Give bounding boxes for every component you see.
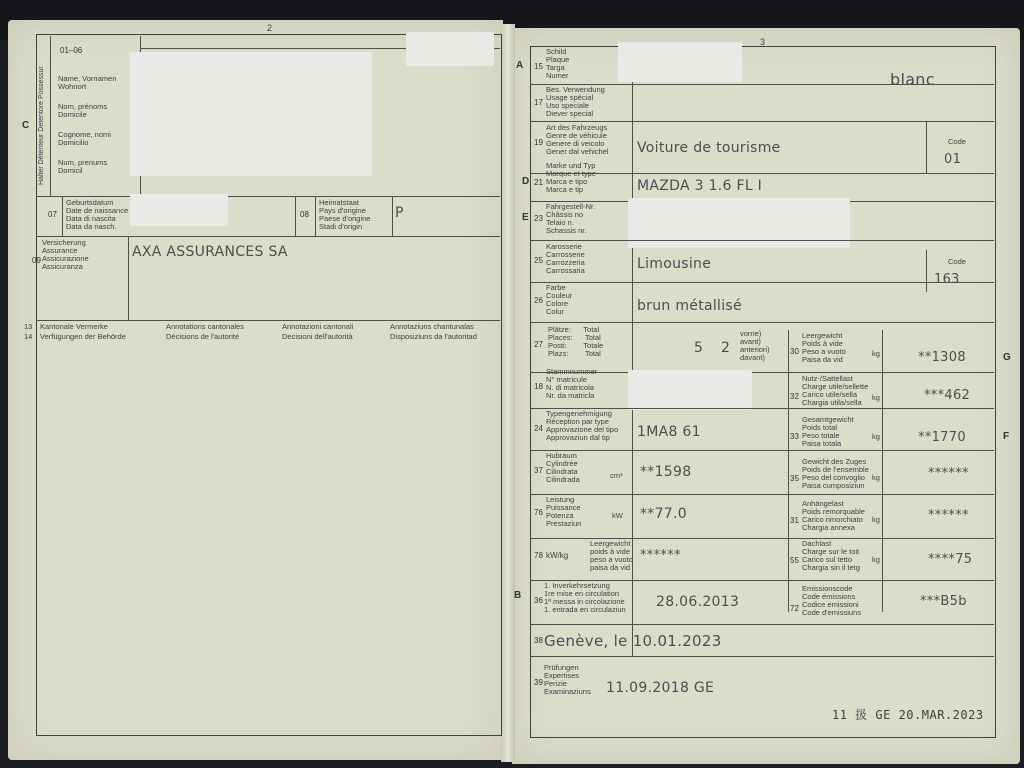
field-78-label: kW/kg: [546, 551, 569, 560]
field-name-label-fr: Nom, prénoms Domicile: [58, 102, 108, 119]
field-18-number: 18: [534, 382, 543, 391]
redacted-birth-date: [130, 194, 228, 226]
field-name-label-it: Cognome, nomi Domicilio: [58, 130, 111, 147]
side-letter-d: D: [522, 176, 530, 187]
field-76-value: **77.0: [640, 506, 687, 522]
field-78-number: 78: [534, 551, 543, 560]
field-78-label2: Leergewicht poids à vide peso a vuoto paisa da vid: [590, 539, 633, 572]
field-76-unit: kW: [612, 511, 623, 520]
field-37-unit: cm³: [610, 471, 623, 480]
field-13-label-rm: Annotaziuns chantunalas: [390, 322, 474, 331]
field-14-label-rm: Disposiziuns da l'autoritad: [390, 332, 477, 341]
field-09-number: 09: [32, 256, 41, 265]
field-35-value: ******: [928, 466, 969, 481]
redacted-header-block: [406, 32, 494, 66]
registration-stamp: 11 扱 GE 20.MAR.2023: [832, 708, 984, 722]
field-17-label: Bes. Verwendung Usage spécial Uso speciale Diever special: [546, 85, 605, 118]
holder-vertical-label: Halter Détenteur Detentore Possessur: [38, 66, 45, 185]
field-38-number: 38: [534, 636, 543, 645]
field-25-label: Karosserie Carrosserie Carrozzeria Carrossaria: [546, 242, 585, 275]
field-32-number: 32: [790, 392, 799, 401]
side-letter-a: A: [516, 60, 524, 71]
field-19-code: 01: [944, 152, 962, 167]
field-15-value: blanc: [890, 70, 935, 89]
field-18-label: Stammnummer N° matricule N. di matricola Nr. da matricla: [546, 367, 598, 400]
side-letter-e: E: [522, 212, 529, 223]
field-25-code-label: Code: [948, 257, 966, 266]
field-19-value: Voiture de tourisme: [637, 140, 781, 156]
field-15-number: 15: [534, 62, 543, 71]
field-09-label: Versicherung Assurance Assicurazione Assicuranza: [42, 238, 89, 271]
field-31-number: 31: [790, 516, 799, 525]
field-24-number: 24: [534, 424, 543, 433]
page-number-right: 3: [760, 37, 766, 47]
field-33-unit: kg: [872, 432, 880, 441]
field-35-unit: kg: [872, 473, 880, 482]
page-number-left: 2: [267, 23, 273, 33]
field-55-unit: kg: [872, 555, 880, 564]
redacted-holder-name: [130, 52, 372, 176]
field-21-label: Marke und Typ Marque et type Marca e tipo Marca e tip: [546, 161, 597, 194]
field-32-unit: kg: [872, 393, 880, 402]
field-25-number: 25: [534, 256, 543, 265]
field-19-number: 19: [534, 138, 543, 147]
field-name-label-rm: Num, prenums Domicil: [58, 158, 108, 175]
field-38-value: Genève, le 10.01.2023: [544, 632, 722, 650]
field-19-label: Art des Fahrzeugs Genre de véhicule Genere di veicolo Gener dal vehichel: [546, 123, 609, 156]
field-37-label: Hubraum Cylindrée Cilindrata Cilindrada: [546, 451, 580, 484]
field-35-label: Gewicht des Zuges Poids de l'ensemble Peso del convoglio Paisa cumposiziun: [802, 457, 869, 490]
side-letter-c: C: [22, 120, 30, 131]
field-27-value-total: 5: [694, 340, 704, 356]
field-14-label-it: Decisioni dell'autorità: [282, 332, 353, 341]
field-76-label: Leistung Puissance Potenza Prestaziun: [546, 495, 582, 528]
field-78-value: ******: [640, 548, 681, 563]
field-14-label-fr: Décisions de l'autorité: [166, 332, 240, 341]
field-35-number: 35: [790, 474, 799, 483]
field-27-number: 27: [534, 340, 543, 349]
field-30-value: **1308: [918, 350, 966, 365]
side-letter-f: F: [1003, 431, 1010, 442]
field-14-number: 14: [24, 332, 33, 341]
field-15-label: Schild Plaque Targa Numer: [546, 47, 570, 80]
field-14-label: Verfügungen der Behörde: [40, 332, 126, 341]
field-33-number: 33: [790, 432, 799, 441]
field-24-label: Typengenehmigung Réception par type Approvazione del tipo Approvaziun dal tip: [546, 409, 619, 442]
field-07-number: 07: [48, 210, 57, 219]
side-letter-g: G: [1003, 352, 1011, 363]
field-30-unit: kg: [872, 349, 880, 358]
field-27-front-label: vorne) avant) anteriori) davant): [740, 329, 770, 362]
field-name-label-de: Name, Vornamen Wohnort: [58, 74, 117, 91]
field-08-value: P: [395, 205, 404, 221]
field-39-number: 39: [534, 678, 543, 687]
field-09-value: AXA ASSURANCES SA: [132, 244, 288, 260]
field-55-value: ****75: [928, 552, 973, 567]
field-17-number: 17: [534, 98, 543, 107]
field-72-label: Emissionscode Code émissions Codice emissioni Code d'emissiuns: [802, 584, 861, 617]
field-32-value: ***462: [924, 388, 971, 403]
field-30-label: Leergewicht Poids à vide Peso a vuoto Paisa da vid: [802, 331, 846, 364]
field-55-number: 55: [790, 556, 799, 565]
booklet-spine: [501, 24, 515, 762]
side-letter-b: B: [514, 590, 522, 601]
field-23-number: 23: [534, 214, 543, 223]
field-31-unit: kg: [872, 515, 880, 524]
field-36-value: 28.06.2013: [656, 594, 740, 610]
field-21-value: MAZDA 3 1.6 FL I: [637, 178, 763, 194]
redacted-matriculation-number: [628, 370, 752, 410]
field-36-number: 36: [534, 596, 543, 605]
field-08-label: Heimatstaat Pays d'origine Paese d'origine Stadi d'origin: [319, 198, 371, 231]
field-55-label: Dachlast Charge sur le toit Carico sul tetto Chargia sin il tetg: [802, 539, 860, 572]
field-26-label: Farbe Couleur Colore Colur: [546, 283, 573, 316]
field-33-value: **1770: [918, 430, 966, 445]
field-27-label: Plätze: Total Places: Total Posti: Totale Plazs: Total: [548, 325, 604, 358]
field-31-value: ******: [928, 508, 969, 523]
field-26-value: brun métallisé: [637, 298, 742, 314]
field-01-number: 01–06: [60, 46, 83, 55]
field-30-number: 30: [790, 347, 799, 356]
field-07-label: Geburtsdatum Date de naissance Data di nascita Data da nasch.: [66, 198, 129, 231]
field-72-number: 72: [790, 604, 799, 613]
field-24-value: 1MA8 61: [637, 424, 701, 440]
field-37-value: **1598: [640, 464, 692, 480]
field-08-number: 08: [300, 210, 309, 219]
field-39-value: 11.09.2018 GE: [606, 680, 715, 696]
field-32-label: Nutz-/Sattellast Charge utile/sellette Carico utile/sella Chargia utila/sella: [802, 374, 869, 407]
field-13-label-it: Annotazioni cantonali: [282, 322, 354, 331]
field-13-label: Kantonale Vermerke: [40, 322, 108, 331]
field-25-value: Limousine: [637, 256, 712, 272]
field-13-label-fr: Annotations cantonales: [166, 322, 244, 331]
field-21-number: 21: [534, 178, 543, 187]
field-19-code-label: Code: [948, 137, 966, 146]
field-26-number: 26: [534, 296, 543, 305]
field-23-label: Fahrgestell-Nr. Châssis no Telaio n. Schassis nr.: [546, 202, 596, 235]
field-39-label: Prüfungen Expertises Perizie Examinaziuns: [544, 663, 591, 696]
field-27-value-front: 2: [721, 340, 731, 356]
field-25-code: 163: [934, 272, 960, 287]
field-31-label: Anhängelast Poids remorquable Carico rimorchiato Chargia annexa: [802, 499, 865, 532]
field-37-number: 37: [534, 466, 543, 475]
field-72-value: ***B5b: [920, 594, 967, 609]
redacted-plate-number: [618, 42, 742, 82]
field-13-number: 13: [24, 322, 33, 331]
field-33-label: Gesamtgewicht Poids total Peso totale Paisa totala: [802, 415, 854, 448]
field-36-label: 1. Inverkehrsetzung 1re mise en circulation 1ª messa in circolazione 1. entrada en circulaziun: [544, 581, 626, 614]
field-76-number: 76: [534, 508, 543, 517]
